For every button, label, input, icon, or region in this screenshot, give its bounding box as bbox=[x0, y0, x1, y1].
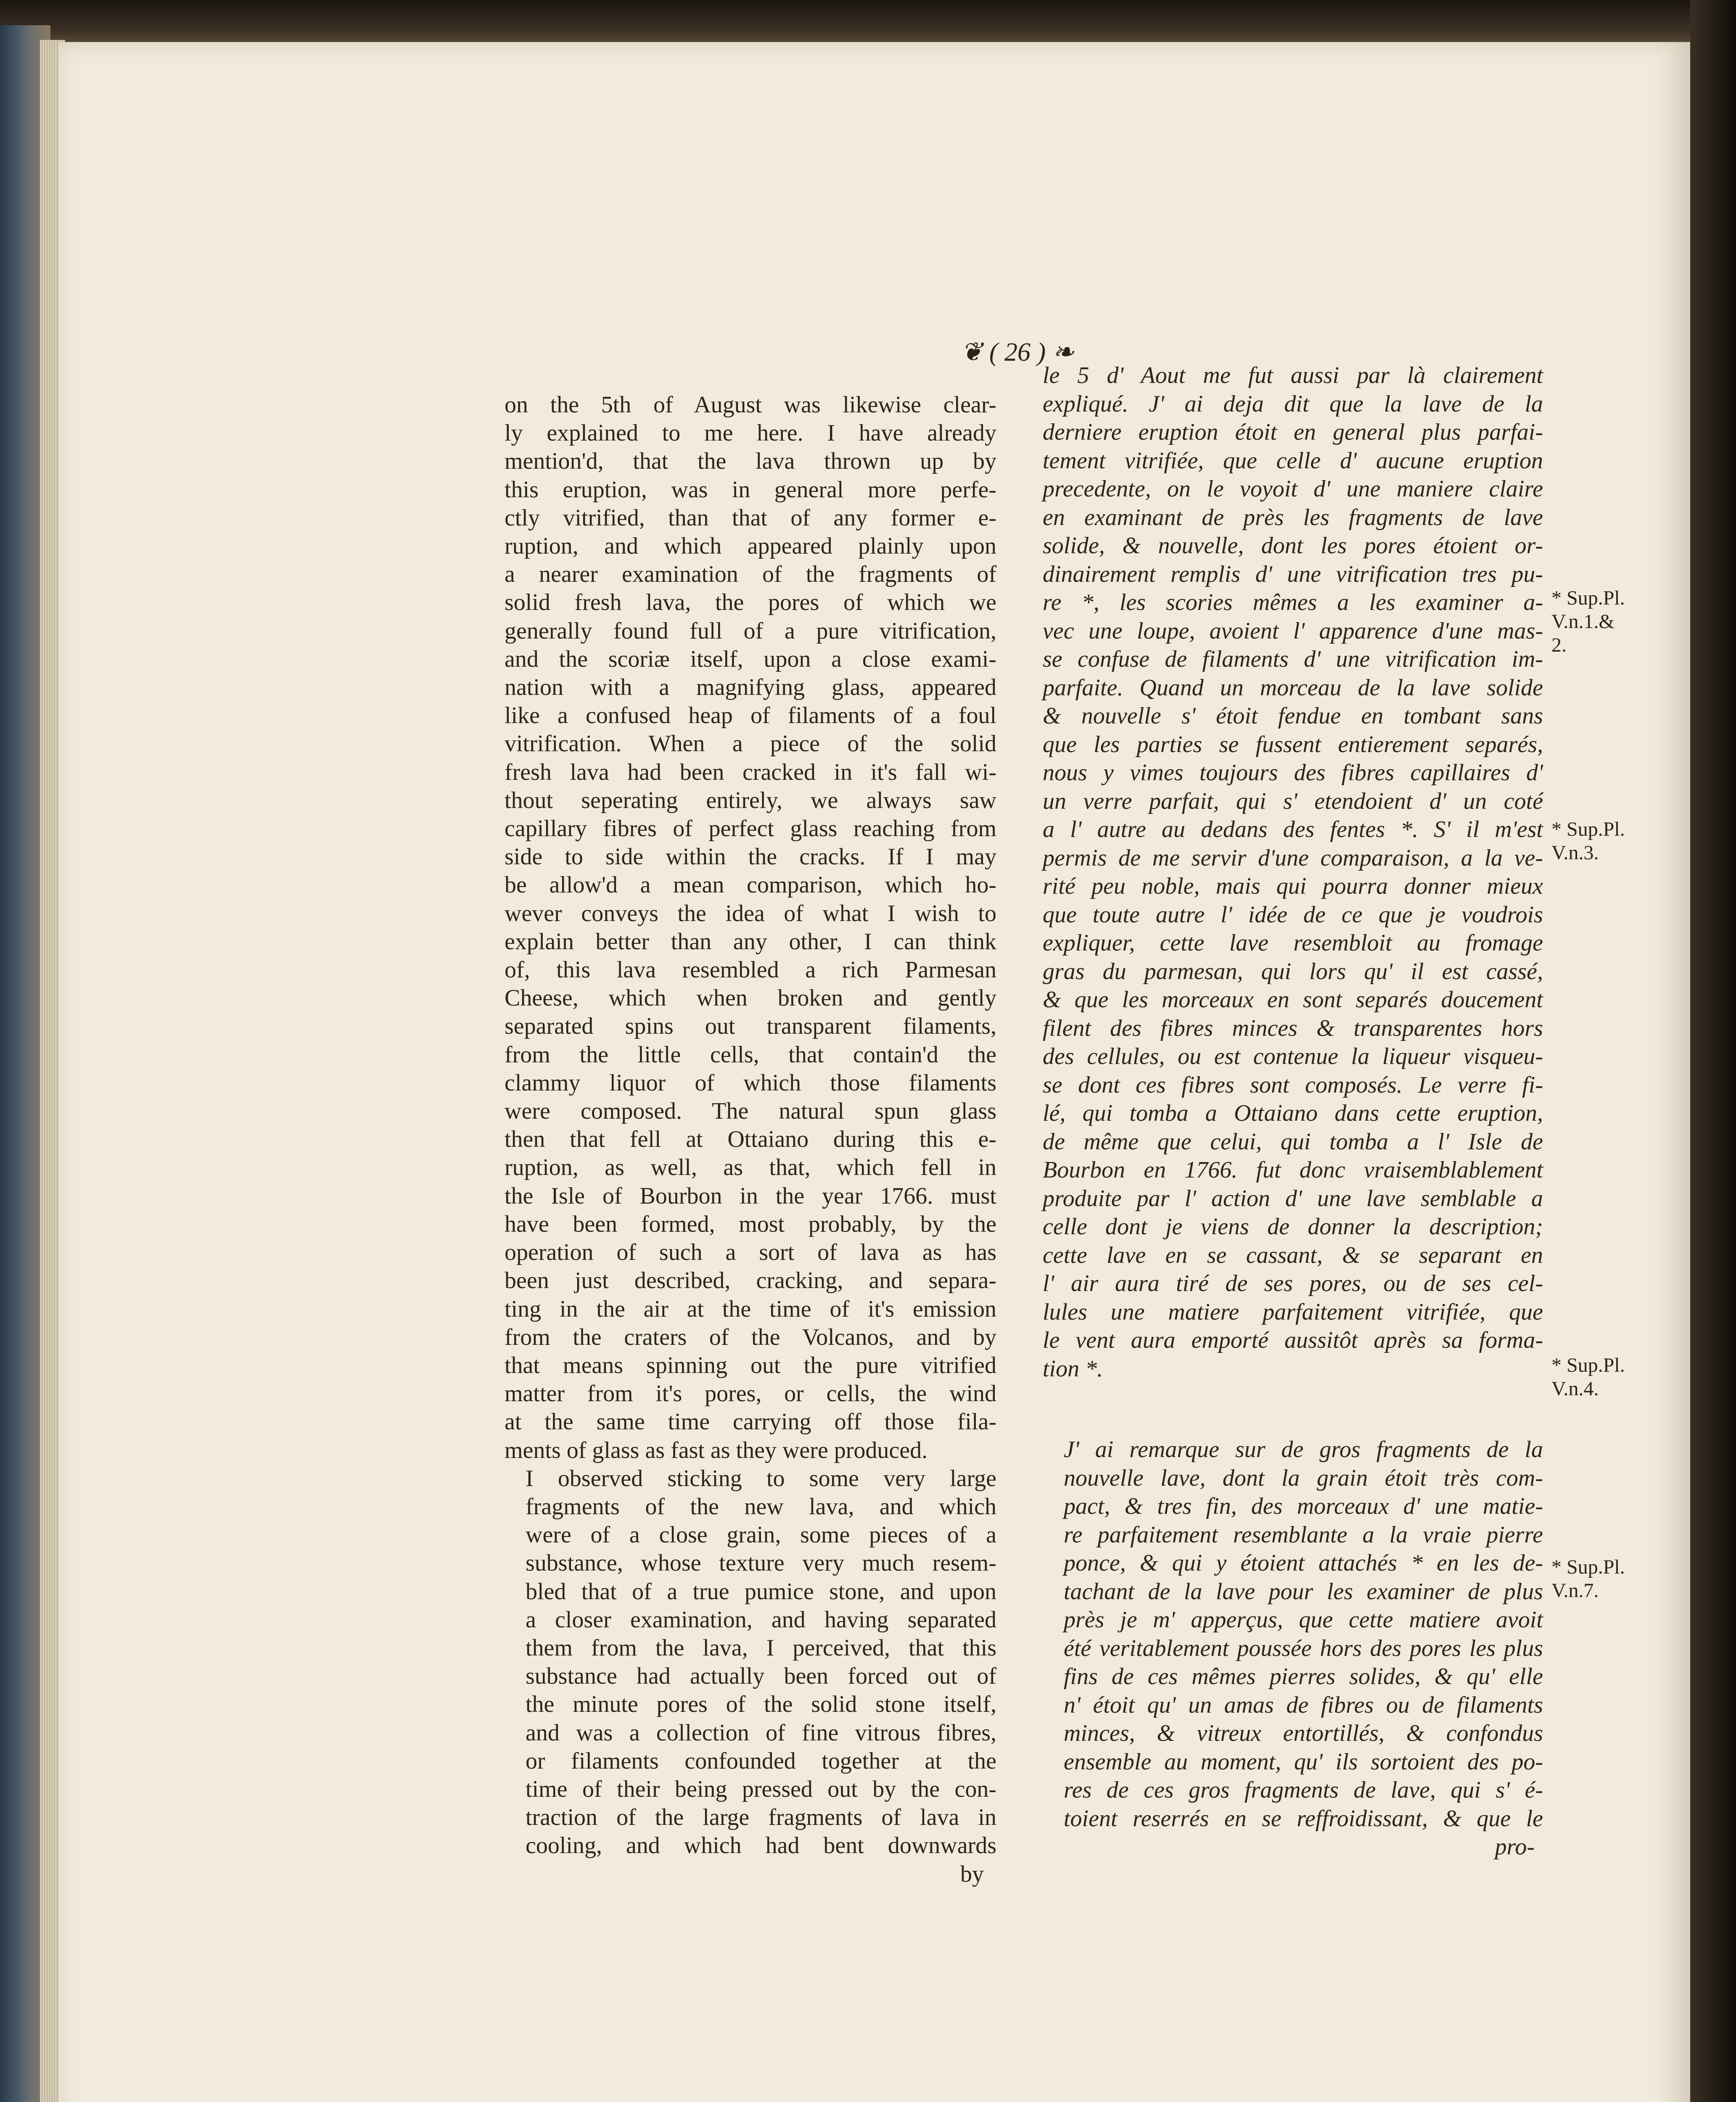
text-line: be allow'd a mean comparison, which ho- bbox=[505, 872, 996, 898]
text-line: from the craters of the Volcanos, and by bbox=[505, 1324, 996, 1350]
text-line: rité peu noble, mais qui pourra donner mieux bbox=[1043, 873, 1543, 899]
text-line: été veritablement poussée hors des pores les plus bbox=[1064, 1635, 1543, 1661]
ornament-left-icon: ❦ bbox=[961, 338, 983, 367]
page-number: ( 26 ) bbox=[989, 338, 1046, 367]
text-line: capillary fibres of perfect glass reaching from bbox=[505, 816, 996, 842]
text-line: J' ai remarque sur de gros fragments de la bbox=[1064, 1437, 1543, 1463]
text-line: l' air aura tiré de ses pores, ou de ses cel- bbox=[1043, 1270, 1543, 1297]
text-line: res de ces gros fragments de lave, qui s' é- bbox=[1064, 1777, 1543, 1803]
catchword-french: pro- bbox=[1495, 1834, 1535, 1860]
text-line: were of a close grain, some pieces of a bbox=[526, 1522, 996, 1548]
text-line: nouvelle lave, dont la grain étoit très com- bbox=[1064, 1465, 1543, 1491]
text-line: ting in the air at the time of it's emission bbox=[505, 1296, 996, 1322]
text-line: re *, les scories mêmes a les examiner a- bbox=[1043, 589, 1543, 615]
text-line: ensemble au moment, qu' ils sortoient des po- bbox=[1064, 1748, 1543, 1775]
text-line: mention'd, that the lava thrown up by bbox=[505, 448, 996, 475]
margin-note: * Sup.Pl. V.n.3. bbox=[1551, 818, 1625, 864]
text-line: expliqué. J' ai deja dit que la lave de la bbox=[1043, 391, 1543, 417]
text-line: fins de ces mêmes pierres solides, & qu' elle bbox=[1064, 1664, 1543, 1690]
text-line: & que les morceaux en sont separés doucement bbox=[1043, 987, 1543, 1013]
text-line: nation with a magnifying glass, appeared bbox=[505, 674, 996, 701]
text-line: re parfaitement resemblante a la vraie pierre bbox=[1064, 1521, 1543, 1548]
margin-note: * Sup.Pl. V.n.7. bbox=[1551, 1556, 1625, 1602]
text-line: ruption, and which appeared plainly upon bbox=[505, 533, 996, 560]
text-line: produite par l' action d' une lave semblable a bbox=[1043, 1185, 1543, 1212]
text-line: près je m' apperçus, que cette matiere avoit bbox=[1064, 1607, 1543, 1633]
text-line: tion *. bbox=[1043, 1355, 1103, 1382]
text-line: matter from it's pores, or cells, the wind bbox=[505, 1381, 996, 1407]
text-line: explain better than any other, I can think bbox=[505, 928, 996, 955]
text-line: le vent aura emporté aussitôt après sa forma- bbox=[1043, 1327, 1543, 1353]
text-line: and was a collection of fine vitrous fibres, bbox=[526, 1719, 996, 1746]
margin-note: * Sup.Pl. V.n.4. bbox=[1551, 1354, 1625, 1400]
text-line: a nearer examination of the fragments of bbox=[505, 561, 996, 588]
text-line: parfaite. Quand un morceau de la lave solide bbox=[1043, 674, 1543, 701]
text-line: thout seperating entirely, we always saw bbox=[505, 787, 996, 813]
text-line: like a confused heap of filaments of a foul bbox=[505, 702, 996, 729]
text-line: vec une loupe, avoient l' apparence d'une mas- bbox=[1043, 618, 1543, 644]
text-line: of, this lava resembled a rich Parmesan bbox=[505, 957, 996, 983]
text-line: ponce, & qui y étoient attachés * en les de- bbox=[1064, 1550, 1543, 1576]
text-line: then that fell at Ottaiano during this e- bbox=[505, 1126, 996, 1153]
text-line: derniere eruption étoit en general plus parfai- bbox=[1043, 419, 1543, 445]
text-line: permis de me servir d'une comparaison, a la ve- bbox=[1043, 845, 1543, 871]
text-line: solid fresh lava, the pores of which we bbox=[505, 589, 996, 616]
text-line: que les parties se fussent entierement separés, bbox=[1043, 731, 1543, 758]
text-line: Cheese, which when broken and gently bbox=[505, 985, 996, 1011]
text-line: Bourbon en 1766. fut donc vraisemblablement bbox=[1043, 1157, 1543, 1183]
text-line: been just described, cracking, and separa- bbox=[505, 1268, 996, 1294]
text-line: precedente, on le voyoit d' une maniere claire bbox=[1043, 476, 1543, 502]
text-line: gras du parmesan, qui lors qu' il est cassé, bbox=[1043, 958, 1543, 985]
text-line: I observed sticking to some very large bbox=[526, 1465, 996, 1492]
text-line: a closer examination, and having separated bbox=[526, 1606, 996, 1633]
text-line: pact, & tres fin, des morceaux d' une matie- bbox=[1064, 1493, 1543, 1519]
right-shadow bbox=[1690, 0, 1736, 2102]
text-line: dinairement remplis d' une vitrification tres pu- bbox=[1043, 561, 1543, 587]
text-line: toient reserrés en se reffroidissant, & que le bbox=[1064, 1805, 1543, 1832]
text-line: them from the lava, I perceived, that this bbox=[526, 1635, 996, 1661]
text-line: ly explained to me here. I have already bbox=[505, 420, 996, 446]
text-line: the minute pores of the solid stone itself, bbox=[526, 1691, 996, 1718]
text-line: de même que celui, qui tomba a l' Isle de bbox=[1043, 1128, 1543, 1155]
text-line: celle dont je viens de donner la description; bbox=[1043, 1214, 1543, 1240]
english-column bbox=[505, 391, 996, 1888]
text-line: filent des fibres minces & transparentes hors bbox=[1043, 1015, 1543, 1041]
ornament-right-icon: ❧ bbox=[1052, 338, 1074, 367]
text-line: vitrification. When a piece of the solid bbox=[505, 731, 996, 757]
text-line: side to side within the cracks. If I may bbox=[505, 844, 996, 870]
text-line: wever conveys the idea of what I wish to bbox=[505, 900, 996, 927]
text-line: time of their being pressed out by the con- bbox=[526, 1776, 996, 1802]
text-line: ments of glass as fast as they were produced. bbox=[505, 1437, 928, 1463]
text-line: lé, qui tomba a Ottaiano dans cette eruption, bbox=[1043, 1100, 1543, 1126]
text-line: tement vitrifiée, que celle d' aucune eruption bbox=[1043, 447, 1543, 474]
text-line: have been formed, most probably, by the bbox=[505, 1211, 996, 1237]
text-line: ctly vitrified, than that of any former e- bbox=[505, 504, 996, 531]
text-line: that means spinning out the pure vitrified bbox=[505, 1352, 996, 1378]
text-line: lules une matiere parfaitement vitrifiée, que bbox=[1043, 1299, 1543, 1325]
french-column bbox=[1043, 362, 1543, 1862]
text-line: & nouvelle s' étoit fendue en tombant sans bbox=[1043, 703, 1543, 729]
text-line: on the 5th of August was likewise clear- bbox=[505, 392, 996, 418]
text-line: clammy liquor of which those filaments bbox=[505, 1069, 996, 1096]
text-line: se confuse de filaments d' une vitrification im- bbox=[1043, 646, 1543, 672]
text-line: were composed. The natural spun glass bbox=[505, 1098, 996, 1125]
text-line: generally found full of a pure vitrification, bbox=[505, 618, 996, 644]
text-line: substance, whose texture very much resem- bbox=[526, 1550, 996, 1576]
text-line: minces, & vitreux entortillés, & confondus bbox=[1064, 1720, 1543, 1746]
text-line: or filaments confounded together at the bbox=[526, 1748, 996, 1774]
text-line: from the little cells, that contain'd the bbox=[505, 1041, 996, 1068]
text-line: le 5 d' Aout me fut aussi par là clairement bbox=[1043, 362, 1543, 388]
text-line: at the same time carrying off those fila- bbox=[505, 1409, 996, 1435]
text-line: the Isle of Bourbon in the year 1766. must bbox=[505, 1183, 996, 1209]
text-line: cooling, and which had bent downwards bbox=[526, 1833, 996, 1859]
text-line: nous y vimes toujours des fibres capillaires d' bbox=[1043, 760, 1543, 786]
text-line: tachant de la lave pour les examiner de plus bbox=[1064, 1578, 1543, 1605]
text-line: separated spins out transparent filaments, bbox=[505, 1013, 996, 1040]
text-line: en examinant de près les fragments de lave bbox=[1043, 504, 1543, 531]
text-line: this eruption, was in general more perfe- bbox=[505, 476, 996, 503]
margin-note: * Sup.Pl. V.n.1.& 2. bbox=[1551, 587, 1625, 656]
text-line: operation of such a sort of lava as has bbox=[505, 1239, 996, 1266]
text-line: fragments of the new lava, and which bbox=[526, 1493, 996, 1520]
text-line: des cellules, ou est contenue la liqueur visqueu- bbox=[1043, 1043, 1543, 1069]
text-line: substance had actually been forced out of bbox=[526, 1663, 996, 1690]
text-line: fresh lava had been cracked in it's fall wi- bbox=[505, 759, 996, 785]
text-line: cette lave en se cassant, & se separant en bbox=[1043, 1242, 1543, 1268]
text-line: expliquer, cette lave resembloit au fromage bbox=[1043, 930, 1543, 956]
text-line: un verre parfait, qui s' etendoient d' un coté bbox=[1043, 788, 1543, 814]
text-line: se dont ces fibres sont composés. Le verre fi- bbox=[1043, 1072, 1543, 1098]
text-line: and the scoriæ itself, upon a close exami- bbox=[505, 646, 996, 672]
text-line: que toute autre l' idée de ce que je voudrois bbox=[1043, 901, 1543, 928]
text-line: a l' autre au dedans des fentes *. S' il m'est bbox=[1043, 816, 1543, 842]
text-line: n' étoit qu' un amas de fibres ou de filaments bbox=[1064, 1692, 1543, 1718]
text-line: traction of the large fragments of lava in bbox=[526, 1804, 996, 1831]
text-line: ruption, as well, as that, which fell in bbox=[505, 1154, 996, 1181]
text-line: solide, & nouvelle, dont les pores étoient or- bbox=[1043, 533, 1543, 559]
text-line: bled that of a true pumice stone, and upon bbox=[526, 1578, 996, 1605]
catchword-english: by bbox=[960, 1861, 984, 1887]
